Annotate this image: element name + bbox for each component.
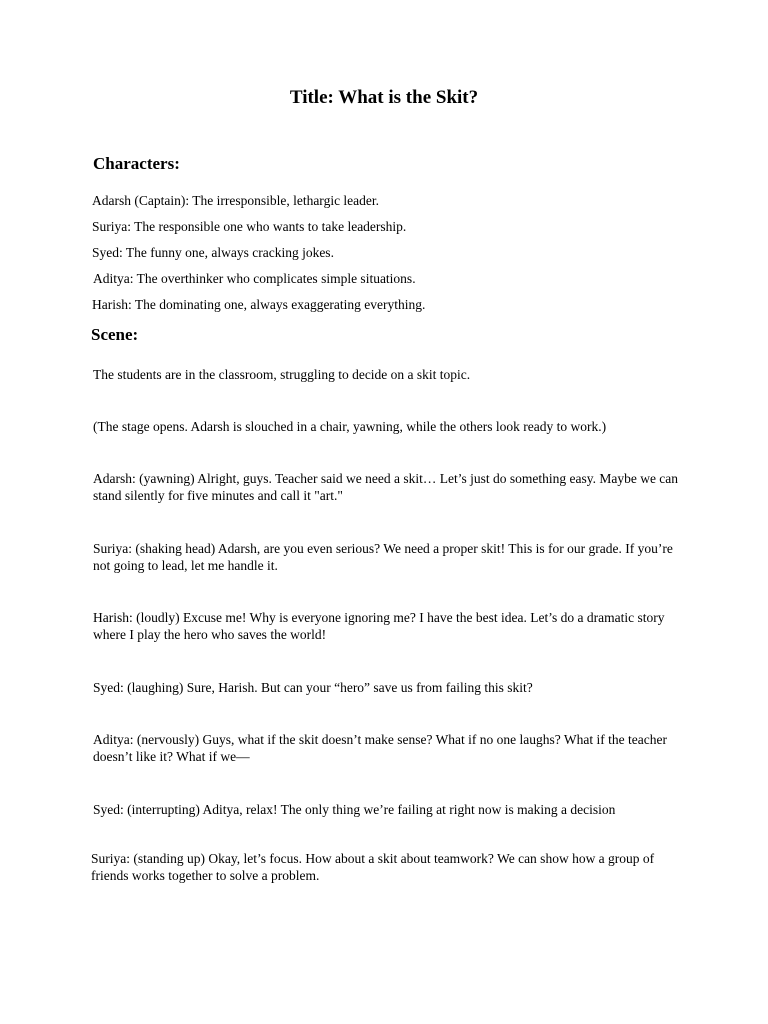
- character-line: Syed: The funny one, always cracking jokes.: [92, 245, 334, 260]
- scene-paragraph: Syed: (laughing) Sure, Harish. But can your “hero” save us from failing this skit?: [93, 680, 533, 695]
- scene-paragraph: Suriya: (shaking head) Adarsh, are you even serious? We need a proper skit! This is for our grade. If you’re not going to lead, let me handle it.: [93, 541, 673, 573]
- scene-paragraph: Harish: (loudly) Excuse me! Why is everyone ignoring me? I have the best idea. Let’s do a dramatic story where I play the hero who saves the world!: [93, 610, 665, 642]
- scene-paragraph: Syed: (interrupting) Aditya, relax! The only thing we’re failing at right now is making a decision: [93, 802, 616, 817]
- character-line: Harish: The dominating one, always exaggerating everything.: [92, 297, 426, 312]
- document-title: Title: What is the Skit?: [289, 87, 479, 108]
- scene-paragraph: Aditya: (nervously) Guys, what if the skit doesn’t make sense? What if no one laughs? What if the teacher doesn’t like it? What if we—: [93, 732, 667, 764]
- characters-heading: Characters:: [93, 154, 180, 173]
- character-line: Adarsh (Captain): The irresponsible, lethargic leader.: [92, 193, 380, 208]
- scene-paragraph: Suriya: (standing up) Okay, let’s focus. How about a skit about teamwork? We can show how a group of friends works together to solve a problem.: [91, 851, 655, 883]
- character-line: Suriya: The responsible one who wants to take leadership.: [92, 219, 407, 234]
- character-line: Aditya: The overthinker who complicates simple situations.: [93, 271, 416, 286]
- scene-paragraph: (The stage opens. Adarsh is slouched in a chair, yawning, while the others look ready to work.): [93, 419, 607, 434]
- scene-paragraph: Adarsh: (yawning) Alright, guys. Teacher said we need a skit… Let’s just do something easy. Maybe we can stand silently for five minutes and call it "art.": [93, 471, 679, 503]
- scene-heading: Scene:: [91, 325, 139, 344]
- scene-paragraph: The students are in the classroom, struggling to decide on a skit topic.: [93, 367, 471, 382]
